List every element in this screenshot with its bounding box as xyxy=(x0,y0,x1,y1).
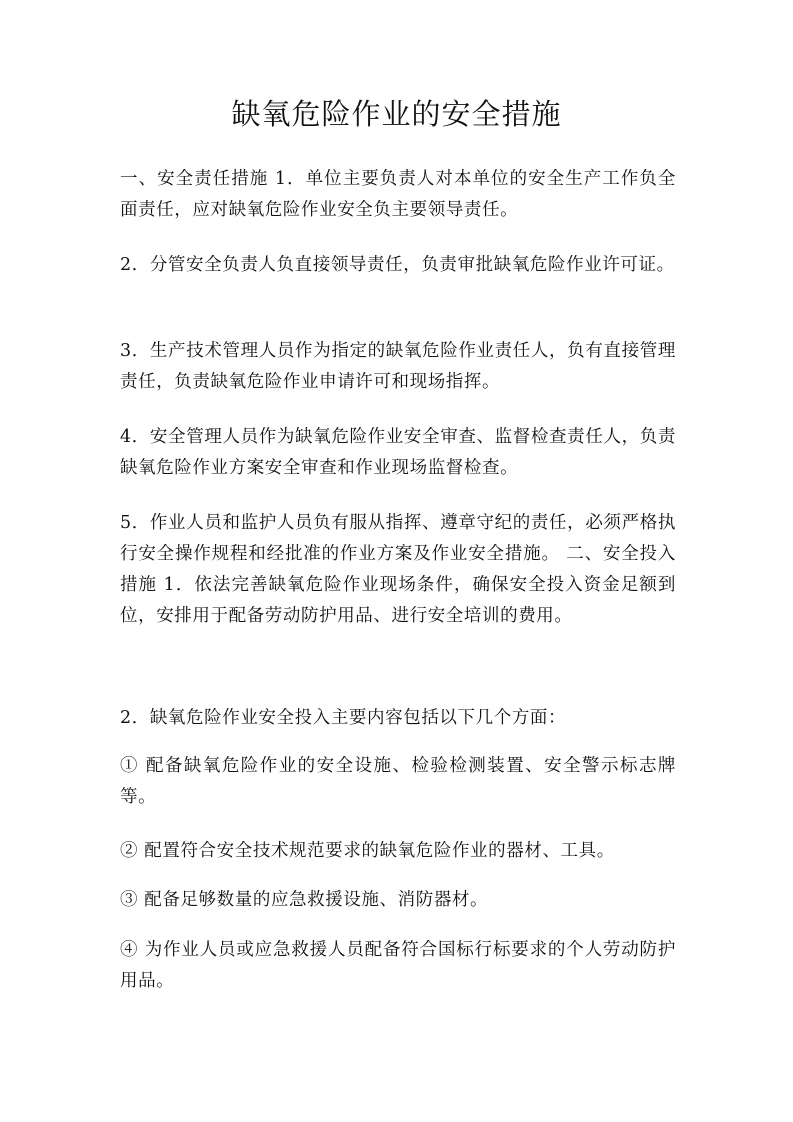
document-title: 缺氧危险作业的安全措施 xyxy=(231,97,562,131)
paragraph-8: ② 配置符合安全技术规范要求的缺氧危险作业的器材、工具。 xyxy=(120,841,615,861)
paragraph-7: ① 配备缺氧危险作业的安全设施、检验检测装置、安全警示标志牌等。 xyxy=(120,756,676,807)
paragraph-9: ③ 配备足够数量的应急救援设施、消防器材。 xyxy=(120,890,489,910)
paragraph-6: 2．缺氧危险作业安全投入主要内容包括以下几个方面： xyxy=(120,708,567,728)
paragraph-3: 3．生产技术管理人员作为指定的缺氧危险作业责任人，负有直接管理责任，负责缺氧危险作业申请许可和现场指挥。 xyxy=(120,341,676,392)
paragraph-5: 5．作业人员和监护人员负有服从指挥、遵章守纪的责任，必须严格执行安全操作规程和经批准的作业方案及作业安全措施。 二、安全投入措施 1．依法完善缺氧危险作业现场条件，确保安全投入资金足额到位，安排用于配备劳动防护用品、进行安全培训的费用。 xyxy=(120,513,676,626)
paragraph-10: ④ 为作业人员或应急救援人员配备符合国标行标要求的个人劳动防护用品。 xyxy=(120,940,676,991)
paragraph-4: 4．安全管理人员作为缺氧危险作业安全审查、监督检查责任人，负责缺氧危险作业方案安全审查和作业现场监督检查。 xyxy=(120,427,676,478)
paragraph-1: 一、安全责任措施 1．单位主要负责人对本单位的安全生产工作负全面责任，应对缺氧危险作业安全负主要领导责任。 xyxy=(120,169,676,220)
paragraph-2: 2．分管安全负责人负直接领导责任，负责审批缺氧危险作业许可证。 xyxy=(120,255,675,275)
